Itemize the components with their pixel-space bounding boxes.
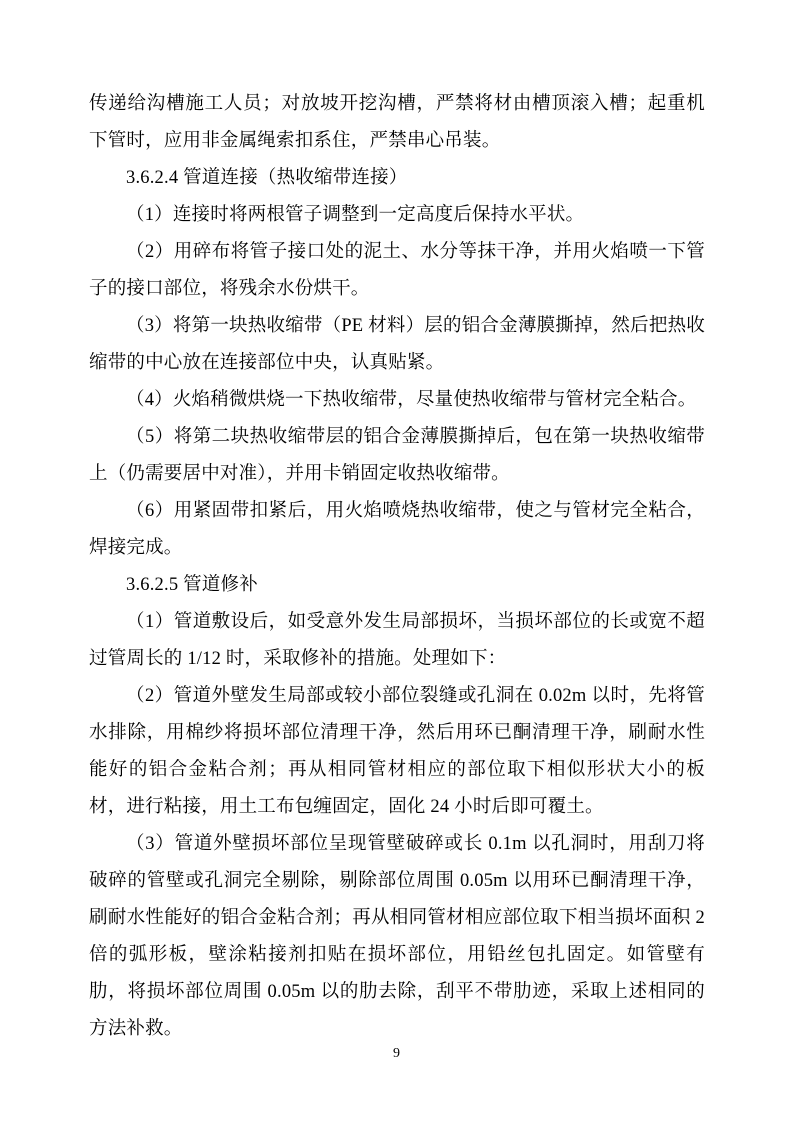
document-body	[89, 86, 705, 1048]
paragraph: （1）连接时将两根管子调整到一定高度后保持水平状。	[126, 205, 585, 225]
paragraph: （2）用碎布将管子接口处的泥土、水分等抹干净，并用火焰喷一下管子的接口部位，将残余水份烘干。	[89, 242, 705, 299]
page-footer	[0, 1044, 793, 1062]
page-number: 9	[393, 1046, 400, 1061]
paragraph: （6）用紧固带扣紧后，用火焰喷烧热收缩带，使之与管材完全粘合，焊接完成。	[89, 501, 705, 558]
paragraph: （3）将第一块热收缩带（PE 材料）层的铝合金薄膜撕掉，然后把热收缩带的中心放在连接部位中央，认真贴紧。	[89, 316, 705, 373]
paragraph: （1）管道敷设后，如受意外发生局部损坏，当损坏部位的长或宽不超过管周长的 1/12 时，采取修补的措施。处理如下：	[89, 612, 705, 669]
paragraph: （2）管道外壁发生局部或较小部位裂缝或孔洞在 0.02m 以时，先将管水排除，用棉纱将损坏部位清理干净，然后用环已酮清理干净，刷耐水性能好的铝合金粘合剂；再从相同管材相应的部位取下相似形状大小的板材，进行粘接，用土工布包缠固定，固化 24 小时后即可覆土。	[89, 686, 705, 817]
paragraph: 3.6.2.4 管道连接（热收缩带连接）	[126, 168, 408, 188]
paragraph: （4）火焰稍微烘烧一下热收缩带，尽量使热收缩带与管材完全粘合。	[126, 390, 697, 410]
paragraph: （3）管道外壁损坏部位呈现管壁破碎或长 0.1m 以孔洞时，用刮刀将破碎的管壁或孔洞完全剔除，剔除部位周围 0.05m 以用环已酮清理干净，刷耐水性能好的铝合金粘合剂；再从相同管材相应部位取下相当损坏面积 2 倍的弧形板，壁涂粘接剂扣贴在损坏部位，用铅丝包扎固定。如管壁有肋，将损坏部位周围 0.05m 以的肋去除，刮平不带肋迹，采取上述相同的方法补救。	[89, 834, 705, 1039]
paragraph: （5）将第二块热收缩带层的铝合金薄膜撕掉后，包在第一块热收缩带上（仍需要居中对准），并用卡销固定收热收缩带。	[89, 427, 705, 484]
paragraph: 传递给沟槽施工人员；对放坡开挖沟槽，严禁将材由槽顶滚入槽；起重机下管时，应用非金属绳索扣系住，严禁串心吊装。	[89, 94, 705, 151]
paragraph: 3.6.2.5 管道修补	[126, 575, 258, 595]
